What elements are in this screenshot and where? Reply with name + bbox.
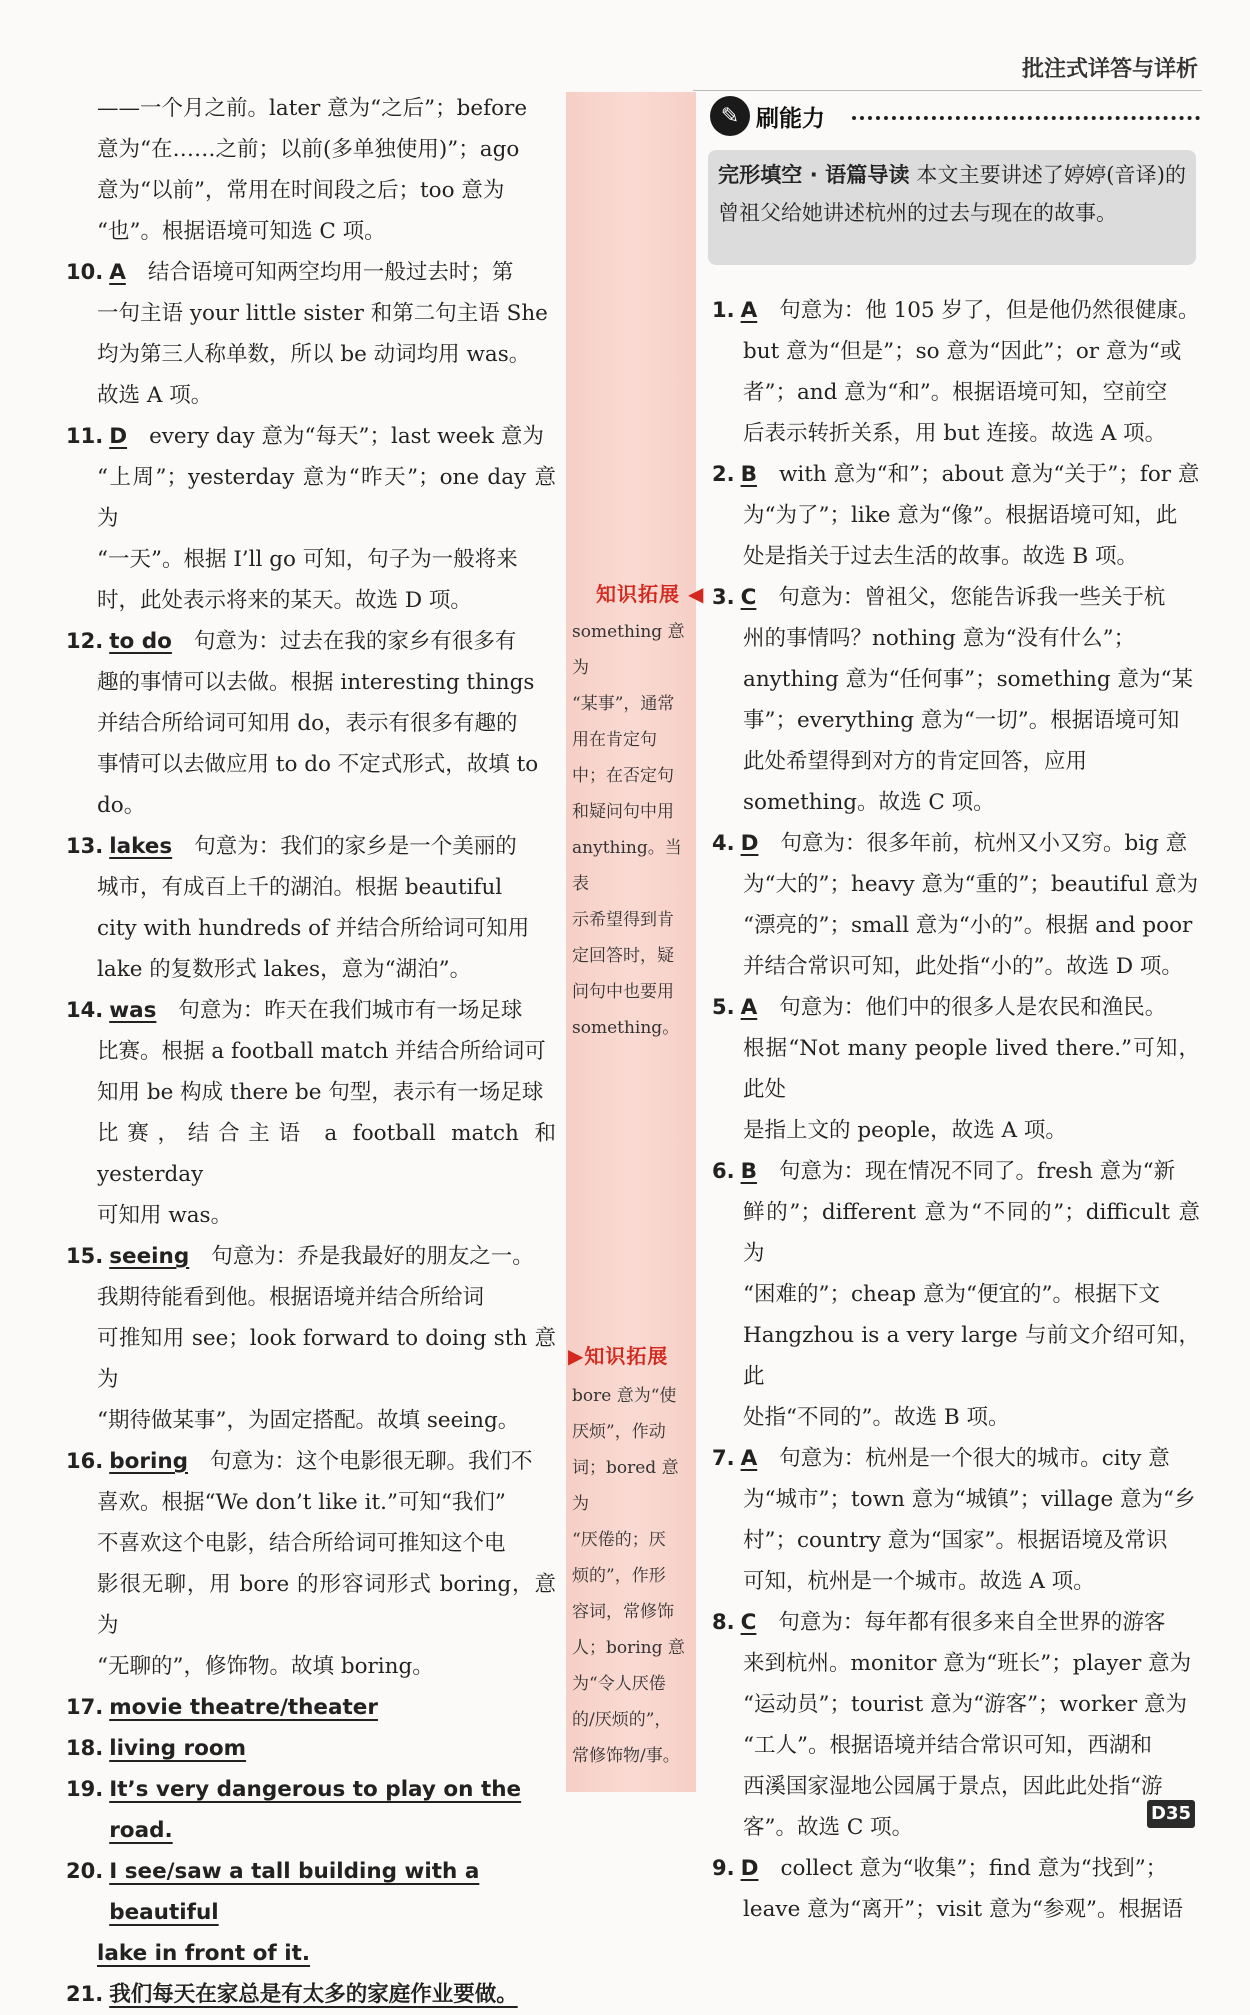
- intro-line: ——一个月之前。later 意为“之后”；before: [97, 96, 528, 121]
- left-items: [66, 252, 556, 1687]
- item-number: 12.: [66, 629, 104, 653]
- answer-item: [66, 1974, 556, 2015]
- intro-box: [708, 150, 1196, 265]
- explanation-line: 影很无聊，用 bore 的形容词形式 boring，意为: [97, 1572, 556, 1638]
- answer-key: C: [740, 585, 757, 610]
- answer-sentence: I see/saw a tall building with a beautiful: [109, 1859, 480, 1925]
- explanation-line: “困难的”；cheap 意为“便宜的”。根据下文: [743, 1282, 1160, 1307]
- explanation-line: “上周”；yesterday 意为“昨天”；one day 意为: [97, 465, 556, 531]
- sidebar-label-1: 知识拓展 ◀: [596, 582, 705, 606]
- sidebar-note-1: [572, 614, 694, 1046]
- intro-line: 意为“在……之前；以前(多单独使用)”；ago: [97, 137, 520, 162]
- explanation-line: 均为第三人称单数，所以 be 动词均用 was。: [97, 342, 531, 367]
- explanation-line: city with hundreds of 并结合所给词可知用: [97, 916, 530, 941]
- answer-key: A: [740, 995, 758, 1020]
- answer-item: [712, 1848, 1200, 1889]
- answer-item: [712, 1438, 1200, 1479]
- sidebar-note-line: 人；boring 意: [572, 1638, 685, 1658]
- item-number: 6.: [712, 1159, 735, 1183]
- answer-item: [66, 990, 556, 1031]
- answer-key: D: [109, 424, 128, 449]
- sidebar-note-line: “某事”，通常: [572, 694, 675, 714]
- explanation-line: 鲜的”；different 意为“不同的”；difficult 意为: [743, 1200, 1200, 1266]
- item-number: 20.: [66, 1859, 104, 1883]
- answer-item: [66, 1851, 556, 1933]
- explanation-line: 事情可以去做应用 to do 不定式形式，故填 to: [97, 752, 539, 777]
- item-number: 2.: [712, 462, 735, 486]
- explanation-line: “无聊的”，修饰物。故填 boring。: [97, 1654, 434, 1679]
- item-number: 11.: [66, 424, 104, 448]
- item-first-line: [741, 454, 1200, 495]
- item-first-line: [109, 990, 556, 1031]
- pen-icon: ✎: [710, 96, 750, 136]
- explanation-line: 后表示转折关系，用 but 连接。故选 A 项。: [743, 421, 1167, 446]
- explanation-text: collect 意为“收集”；find 意为“找到”；: [780, 1856, 1168, 1881]
- sidebar-note-line: 示希望得到肯: [572, 910, 674, 930]
- explanation-line: but 意为“但是”；so 意为“因此”；or 意为“或: [743, 339, 1182, 364]
- sidebar-note-line: anything。当表: [572, 838, 682, 894]
- page-number: D35: [1147, 1800, 1195, 1828]
- sidebar-note-line: 中；在否定句: [572, 766, 674, 786]
- item-first-line: [109, 416, 556, 457]
- left-intro: [66, 88, 556, 252]
- item-number: 4.: [712, 831, 735, 855]
- explanation-line: 是指上文的 people，故选 A 项。: [743, 1118, 1067, 1143]
- explanation-line: 喜欢。根据“We don’t like it.”可知“我们”: [97, 1490, 506, 1515]
- explanation-text: 句意为：杭州是一个很大的城市。city 意: [779, 1446, 1170, 1471]
- explanation-text: 句意为：昨天在我们城市有一场足球: [178, 998, 523, 1023]
- explanation-line: 为“城市”；town 意为“城镇”；village 意为“乡: [743, 1487, 1196, 1512]
- sidebar-note-line: 定回答时，疑: [572, 946, 674, 966]
- sidebar-note-line: 和疑问句中用: [572, 802, 674, 822]
- sidebar-note-line: 用在肯定句: [572, 730, 657, 750]
- explanation-line: 者”；and 意为“和”。根据语境可知，空前空: [743, 380, 1168, 405]
- explanation-line: 我期待能看到他。根据语境并结合所给词: [97, 1285, 485, 1310]
- explanation-line: 并结合所给词可知用 do，表示有很多有趣的: [97, 711, 518, 736]
- answer-item: [66, 826, 556, 867]
- item-first-line: [741, 1151, 1200, 1192]
- explanation-line: 故选 A 项。: [97, 383, 213, 408]
- header-rule: [693, 90, 1202, 91]
- answer-item: [712, 987, 1200, 1028]
- explanation-line: lake 的复数形式 lakes，意为“湖泊”。: [97, 957, 472, 982]
- explanation-line: 根据“Not many people lived there.”可知，此处: [743, 1036, 1200, 1102]
- explanation-text: 句意为：这个电影很无聊。我们不: [210, 1449, 533, 1474]
- sidebar-note-2: [572, 1378, 694, 1774]
- sidebar-label-2: ▶知识拓展: [568, 1344, 669, 1368]
- item-number: 15.: [66, 1244, 104, 1268]
- answer-item: [66, 621, 556, 662]
- item-number: 9.: [712, 1856, 735, 1880]
- intro-line: “也”。根据语境可知选 C 项。: [97, 219, 386, 244]
- answer-key: lakes: [109, 834, 173, 859]
- answer-item: [712, 1602, 1200, 1643]
- explanation-line: 不喜欢这个电影，结合所给词可推知这个电: [97, 1531, 506, 1556]
- answer-item: [712, 577, 1200, 618]
- explanation-text: 句意为：很多年前，杭州又小又穷。big 意: [780, 831, 1188, 856]
- sidebar-note-line: 为“令人厌倦: [572, 1674, 666, 1694]
- explanation-line: 趣的事情可以去做。根据 interesting things: [97, 670, 535, 695]
- answer-sentence: It’s very dangerous to play on the road.: [109, 1777, 522, 1843]
- item-first-line: [741, 987, 1200, 1028]
- item-number: 14.: [66, 998, 104, 1022]
- answer-sentence: movie theatre/theater: [109, 1695, 378, 1720]
- explanation-line: do。: [97, 793, 146, 818]
- item-first-line: [109, 621, 556, 662]
- answer-item: [66, 416, 556, 457]
- item-first-line: [109, 1236, 556, 1277]
- explanation-line: 城市，有成百上千的湖泊。根据 beautiful: [97, 875, 503, 900]
- sidebar-note-line: something 意为: [572, 622, 685, 678]
- answer-item: [712, 290, 1200, 331]
- answer-sentence: living room: [109, 1736, 247, 1761]
- answer-key: boring: [109, 1449, 189, 1474]
- sidebar-note-line: “厌倦的；厌: [572, 1530, 666, 1550]
- item-first-line: [109, 826, 556, 867]
- answer-item: [66, 1687, 556, 1728]
- explanation-text: every day 意为“每天”；last week 意为: [149, 424, 544, 449]
- sidebar-note-line: 烦的”，作形: [572, 1566, 666, 1586]
- left-column: [66, 88, 556, 2015]
- item-number: 7.: [712, 1446, 735, 1470]
- sidebar-note-line: 厌烦”，作动: [572, 1422, 666, 1442]
- explanation-line: 事”；everything 意为“一切”。根据语境可知: [743, 708, 1180, 733]
- explanation-line: “一天”。根据 I’ll go 可知，句子为一般将来: [97, 547, 518, 572]
- sidebar-note-line: 常修饰物/事。: [572, 1746, 680, 1766]
- item-number: 21.: [66, 1982, 104, 2006]
- item-first-line: [741, 1848, 1200, 1889]
- item-first-line: [741, 823, 1200, 864]
- explanation-text: 句意为：乔是我最好的朋友之一。: [211, 1244, 534, 1269]
- explanation-line: 客”。故选 C 项。: [743, 1815, 914, 1840]
- explanation-line: 一句主语 your little sister 和第二句主语 She: [97, 301, 548, 326]
- explanation-line: 来到杭州。monitor 意为“班长”；player 意为: [743, 1651, 1192, 1676]
- sidebar-note-line: something。: [572, 1018, 680, 1038]
- explanation-line: 为“大的”；heavy 意为“重的”；beautiful 意为: [743, 872, 1199, 897]
- answer-key: seeing: [109, 1244, 190, 1269]
- explanation-text: with 意为“和”；about 意为“关于”；for 意: [778, 462, 1200, 487]
- explanation-line: 西溪国家湿地公园属于景点，因此此处指“游: [743, 1774, 1163, 1799]
- answer-key: D: [740, 831, 759, 856]
- item-number: 17.: [66, 1695, 104, 1719]
- page-header-title: 批注式详答与详析: [1021, 57, 1198, 82]
- answer-item: [712, 454, 1200, 495]
- explanation-text: 句意为：每年都有很多来自全世界的游客: [778, 1610, 1166, 1635]
- intro-line: 意为“以前”，常用在时间段之后；too 意为: [97, 178, 505, 203]
- answer-key: A: [740, 298, 758, 323]
- item-first-line: [741, 290, 1200, 331]
- item-first-line: [741, 577, 1200, 618]
- answer-item: [66, 1728, 556, 1769]
- answer-item: [66, 1441, 556, 1482]
- answer-key: to do: [109, 629, 172, 654]
- left-tail: [66, 1687, 556, 2015]
- answer-key: B: [740, 1159, 757, 1184]
- explanation-line: 州的事情吗？nothing 意为“没有什么”；: [743, 626, 1136, 651]
- answer-key: A: [740, 1446, 758, 1471]
- item-number: 16.: [66, 1449, 104, 1473]
- answer-key: was: [109, 998, 157, 1023]
- answer-item: [66, 1236, 556, 1277]
- answer-item: [712, 823, 1200, 864]
- answer-key: B: [740, 462, 757, 487]
- explanation-line: “漂亮的”；small 意为“小的”。根据 and poor: [743, 913, 1193, 938]
- explanation-line: 为“为了”；like 意为“像”。根据语境可知，此: [743, 503, 1178, 528]
- explanation-line: 比赛，结合主语 a football match 和 yesterday: [97, 1121, 556, 1187]
- explanation-line: 并结合常识可知，此处指“小的”。故选 D 项。: [743, 954, 1183, 979]
- item-first-line: [109, 1441, 556, 1482]
- item-number: 8.: [712, 1610, 735, 1634]
- explanation-text: 句意为：曾祖父，您能告诉我一些关于杭: [778, 585, 1166, 610]
- explanation-line: 处指“不同的”。故选 B 项。: [743, 1405, 1010, 1430]
- explanation-line: 可知用 was。: [97, 1203, 233, 1228]
- answer-sentence: 我们每天在家总是有太多的家庭作业要做。: [109, 1982, 518, 2007]
- right-column: [712, 290, 1200, 1930]
- answer-item: [66, 1769, 556, 1851]
- item-number: 3.: [712, 585, 735, 609]
- explanation-line: 时，此处表示将来的某天。故选 D 项。: [97, 588, 472, 613]
- intro-text: 本文主要讲述了婷婷(音译)的曾祖父给她讲述杭州的过去与现在的故事。: [718, 163, 1186, 225]
- item-number: 5.: [712, 995, 735, 1019]
- intro-head: 完形填空 · 语篇导读: [718, 163, 910, 187]
- ability-badge: [710, 96, 825, 136]
- item-number: 13.: [66, 834, 104, 858]
- explanation-text: 句意为：现在情况不同了。fresh 意为“新: [778, 1159, 1176, 1184]
- explanation-text: 结合语境可知两空均用一般过去时；第: [147, 260, 514, 285]
- item-first-line: [741, 1438, 1200, 1479]
- sidebar-note-line: bore 意为“使: [572, 1386, 677, 1406]
- explanation-line: 村”；country 意为“国家”。根据语境及常识: [743, 1528, 1168, 1553]
- sidebar-note-line: 的/厌烦的”，: [572, 1710, 672, 1730]
- item-number: 19.: [66, 1777, 104, 1801]
- explanation-text: 句意为：他 105 岁了，但是他仍然很健康。: [779, 298, 1200, 323]
- answer-sentence: lake in front of it.: [97, 1941, 311, 1966]
- sidebar-note-line: 容词，常修饰: [572, 1602, 674, 1622]
- answer-item: [66, 252, 556, 293]
- answer-sentence-cont: [66, 1933, 556, 1974]
- explanation-line: 知用 be 构成 there be 句型，表示有一场足球: [97, 1080, 544, 1105]
- explanation-line: leave 意为“离开”；visit 意为“参观”。根据语: [743, 1897, 1183, 1922]
- explanation-line: anything 意为“任何事”；something 意为“某: [743, 667, 1193, 692]
- explanation-line: something。故选 C 项。: [743, 790, 995, 815]
- item-number: 18.: [66, 1736, 104, 1760]
- explanation-line: “期待做某事”，为固定搭配。故填 seeing。: [97, 1408, 520, 1433]
- item-number: 10.: [66, 260, 104, 284]
- answer-key: C: [740, 1610, 757, 1635]
- sidebar-note-line: 词；bored 意为: [572, 1458, 679, 1514]
- explanation-line: 可推知用 see；look forward to doing sth 意为: [97, 1326, 556, 1392]
- explanation-text: 句意为：我们的家乡是一个美丽的: [194, 834, 517, 859]
- item-first-line: [109, 252, 556, 293]
- badge-label: 刷能力: [756, 105, 825, 132]
- explanation-line: “运动员”；tourist 意为“游客”；worker 意为: [743, 1692, 1188, 1717]
- answer-key: A: [109, 260, 126, 285]
- explanation-text: 句意为：他们中的很多人是农民和渔民。: [779, 995, 1167, 1020]
- answer-key: D: [740, 1856, 759, 1881]
- explanation-line: 处是指关于过去生活的故事。故选 B 项。: [743, 544, 1138, 569]
- explanation-line: 此处希望得到对方的肯定回答，应用: [743, 749, 1088, 774]
- explanation-text: 句意为：过去在我的家乡有很多有: [193, 629, 517, 654]
- explanation-line: “工人”。根据语境并结合常识可知，西湖和: [743, 1733, 1152, 1758]
- explanation-line: Hangzhou is a very large 与前文介绍可知，此: [743, 1323, 1200, 1389]
- sidebar-note-line: 问句中也要用: [572, 982, 674, 1002]
- answer-item: [712, 1151, 1200, 1192]
- explanation-line: 比赛。根据 a football match 并结合所给词可: [97, 1039, 546, 1064]
- explanation-line: 可知，杭州是一个城市。故选 A 项。: [743, 1569, 1095, 1594]
- item-first-line: [741, 1602, 1200, 1643]
- dotted-rule: [852, 116, 1200, 120]
- item-number: 1.: [712, 298, 735, 322]
